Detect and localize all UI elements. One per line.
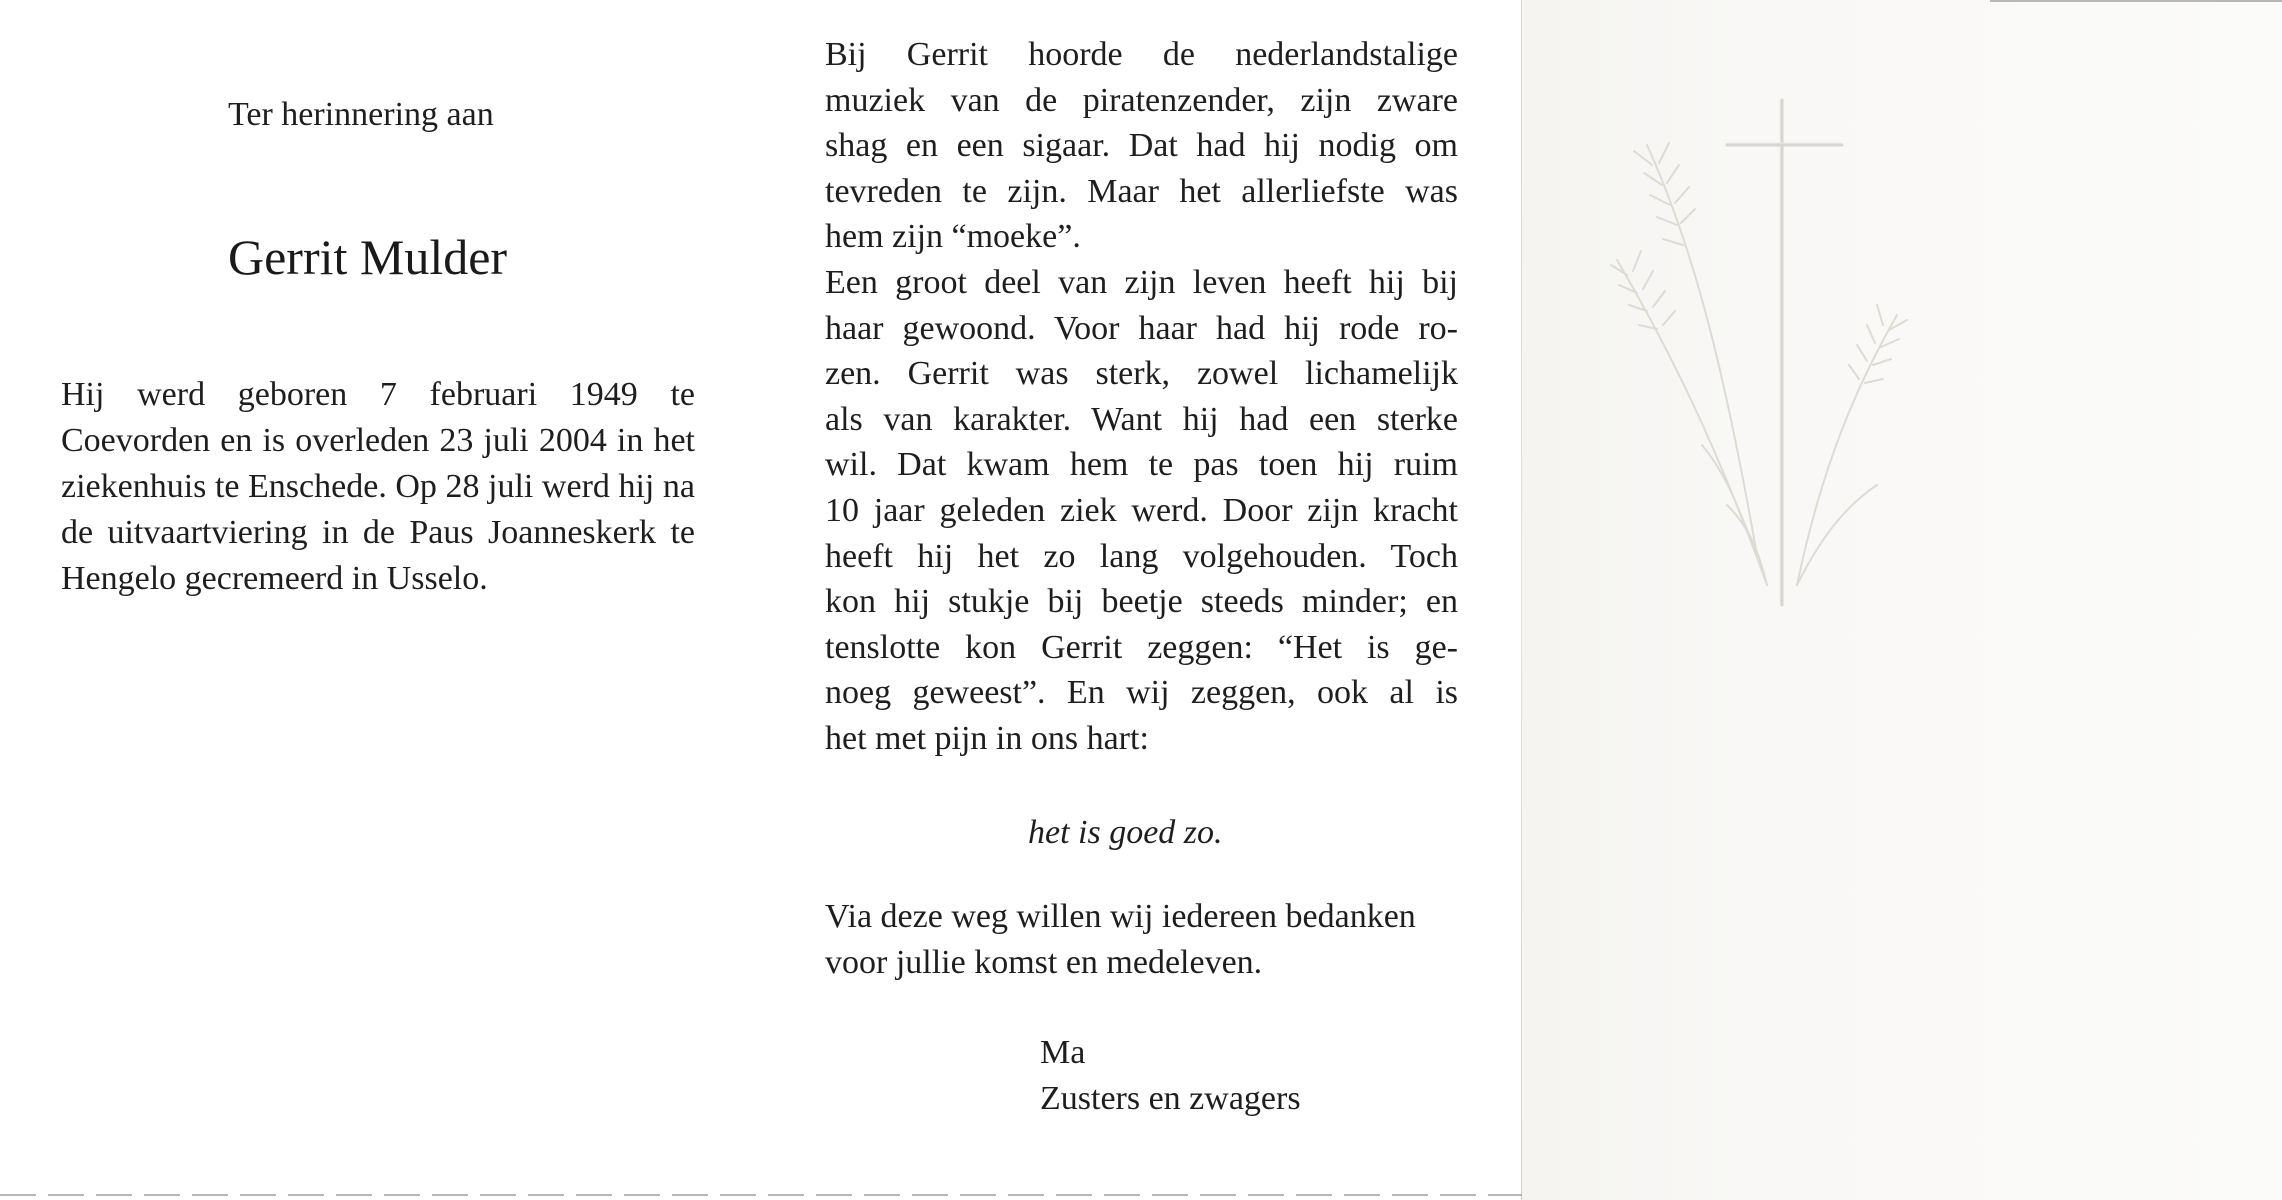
tribute-line: tenslotte kon Gerrit zeggen: “Het is ge- [825, 628, 1458, 666]
tribute-line: wil. Dat kwam hem te pas toen hij ruim [825, 446, 1458, 484]
tribute-line: muziek van de piratenzender, zijn zware [825, 81, 1458, 119]
card-left-page [0, 0, 770, 1200]
tribute-line: het met pijn in ons hart: [825, 719, 1149, 757]
signature-line-mother: Ma [1040, 1034, 1086, 1071]
tribute-paragraph [825, 32, 1458, 762]
tribute-line: shag en een sigaar. Dat had hij nodig om [825, 127, 1458, 165]
card-cover-page [1522, 0, 2282, 1200]
tribute-line: zen. Gerrit was sterk, zowel lichamelijk [825, 355, 1458, 393]
cross-with-wheat-icon [1607, 85, 1927, 645]
deceased-name: Gerrit Mulder [228, 229, 508, 285]
tribute-line: 10 jaar geleden ziek werd. Door zijn kracht [825, 491, 1458, 529]
tribute-line: kon hij stukje bij beetje steeds minder; en [825, 583, 1458, 621]
tribute-line: hem zijn “moeke”. [825, 218, 1081, 256]
scan-bottom-edge [0, 1194, 1522, 1196]
tribute-line: Bij Gerrit hoorde de nederlandstalige [825, 36, 1458, 73]
scan-top-edge [1990, 0, 2282, 2]
tribute-line: tevreden te zijn. Maar het allerliefste was [825, 172, 1458, 210]
tribute-line: als van karakter. Want hij had een sterke [825, 400, 1458, 438]
tribute-line: noeg geweest”. En wij zeggen, ook al is [825, 674, 1458, 712]
signature-line-siblings: Zusters en zwagers [1040, 1080, 1301, 1117]
tribute-line: Een groot deel van zijn leven heeft hij bij [825, 263, 1458, 301]
thanks-paragraph: Via deze weg willen wij iedereen bedanken voor jullie komst en medeleven. [825, 898, 1416, 981]
tribute-line: heeft hij het zo lang volgehouden. Toch [825, 537, 1458, 575]
signature-block [1040, 1030, 1301, 1122]
closing-quote: het is goed zo. [1028, 814, 1223, 851]
intro-line: Ter herinnering aan [228, 96, 494, 133]
tribute-line: haar gewoond. Voor haar had hij rode ro- [825, 309, 1458, 347]
biography-paragraph: Hij werd geboren 7 februari 1949 te Coevorden en is overleden 23 juli 2004 in het ziekenhuis te Enschede. Op 28 juli werd hij na de uitvaartviering in de Paus Joanneskerk te Hengelo gecremeerd in Usselo. [61, 376, 695, 597]
card-middle-page [770, 0, 1522, 1200]
